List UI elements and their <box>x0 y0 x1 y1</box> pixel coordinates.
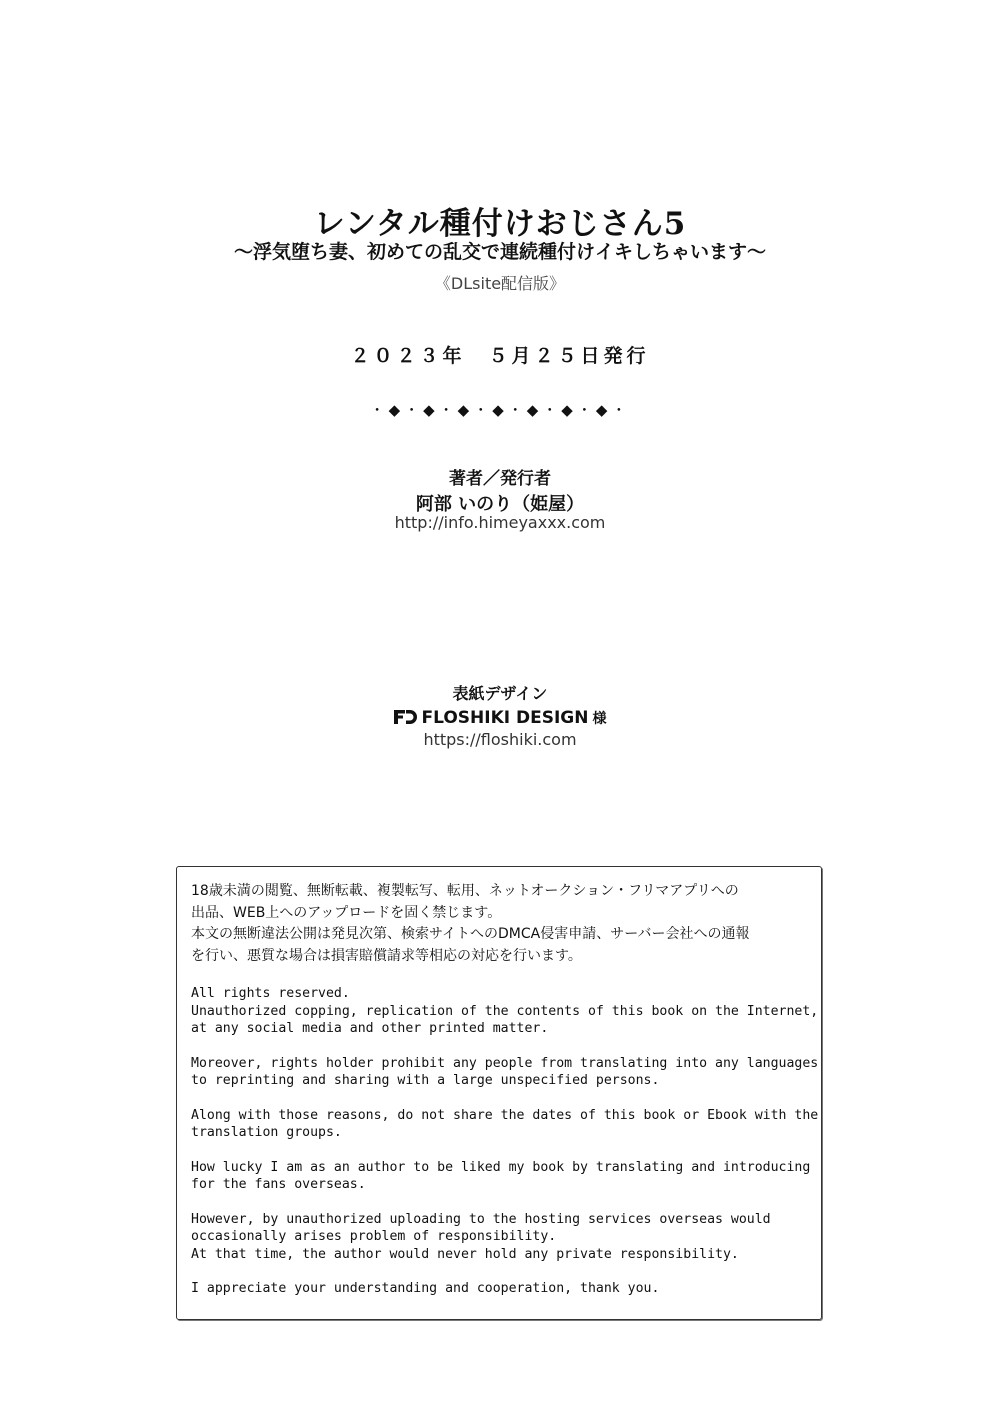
diamond-divider: ・◆・◆・◆・◆・◆・◆・◆・ <box>369 401 631 419</box>
english-notice-line: translation groups. <box>191 1125 342 1140</box>
edition-label: 《DLsite配信版》 <box>434 274 566 293</box>
english-notice-line: for the fans overseas. <box>191 1177 366 1192</box>
english-notice-paragraph <box>191 1159 811 1194</box>
book-title: レンタル種付けおじさん5 <box>313 206 687 242</box>
author-role-label: 著者／発行者 <box>449 469 551 489</box>
english-notice-line: Along with those reasons, do not share the dates of this book or Ebook with the <box>191 1107 819 1123</box>
cover-designer <box>0 708 1000 730</box>
japanese-notice-line: を行い、悪質な場合は損害賠償請求等相応の対応を行います。 <box>191 947 582 964</box>
english-notice-line: occasionally arises problem of responsibility. <box>191 1229 557 1244</box>
english-notice-line: I appreciate your understanding and cooperation, thank you. <box>191 1281 660 1296</box>
japanese-notice-line: 18歳未満の閲覧、無断転載、複製転写、転用、ネットオークション・フリマアプリへの <box>191 883 739 899</box>
english-notice-paragraph <box>191 1280 807 1298</box>
author-url[interactable]: http://info.himeyaxxx.com <box>394 513 606 532</box>
english-notice-paragraph <box>191 1211 807 1264</box>
english-notice-line: to reprinting and sharing with a large unspecified persons. <box>191 1073 660 1088</box>
book-subtitle: 〜浮気堕ち妻、初めての乱交で連続種付けイキしちゃいます〜 <box>233 241 766 263</box>
english-notice <box>191 985 819 1298</box>
english-notice-paragraph <box>191 985 819 1038</box>
english-notice-line: However, by unauthorized uploading to the hosting services overseas would <box>191 1211 771 1227</box>
english-notice-line: Unauthorized copping, replication of the contents of this book on the Internet, <box>191 1003 819 1019</box>
cover-design-role-label: 表紙デザイン <box>452 684 548 703</box>
cover-designer-name: FLOSHIKI DESIGN <box>421 708 589 728</box>
honorific-suffix: 様 <box>592 711 607 727</box>
cover-designer-url[interactable]: https://floshiki.com <box>423 730 577 749</box>
fd-logo-icon <box>394 709 418 730</box>
japanese-notice-line: 出品、WEB上へのアップロードを固く禁じます。 <box>191 904 502 921</box>
copyright-notice-box <box>176 866 822 1320</box>
english-notice-line: At that time, the author would never hold any private responsibility. <box>191 1246 739 1262</box>
english-notice-line: at any social media and other printed matter. <box>191 1021 549 1036</box>
english-notice-paragraph <box>191 1055 819 1090</box>
japanese-notice-line: 本文の無断違法公開は発見次第、検索サイトへのDMCA侵害申請、サーバー会社への通報 <box>191 926 750 942</box>
english-notice-paragraph <box>191 1107 819 1142</box>
japanese-notice <box>191 881 807 967</box>
english-notice-line: Moreover, rights holder prohibit any people from translating into any languages <box>191 1055 819 1071</box>
author-name: 阿部 いのり（姫屋） <box>415 494 585 515</box>
english-notice-line: All rights reserved. <box>191 986 350 1001</box>
publication-date: ２０２３年 ５月２５日発行 <box>350 345 650 367</box>
english-notice-line: How lucky I am as an author to be liked my book by translating and introducing <box>191 1159 811 1175</box>
